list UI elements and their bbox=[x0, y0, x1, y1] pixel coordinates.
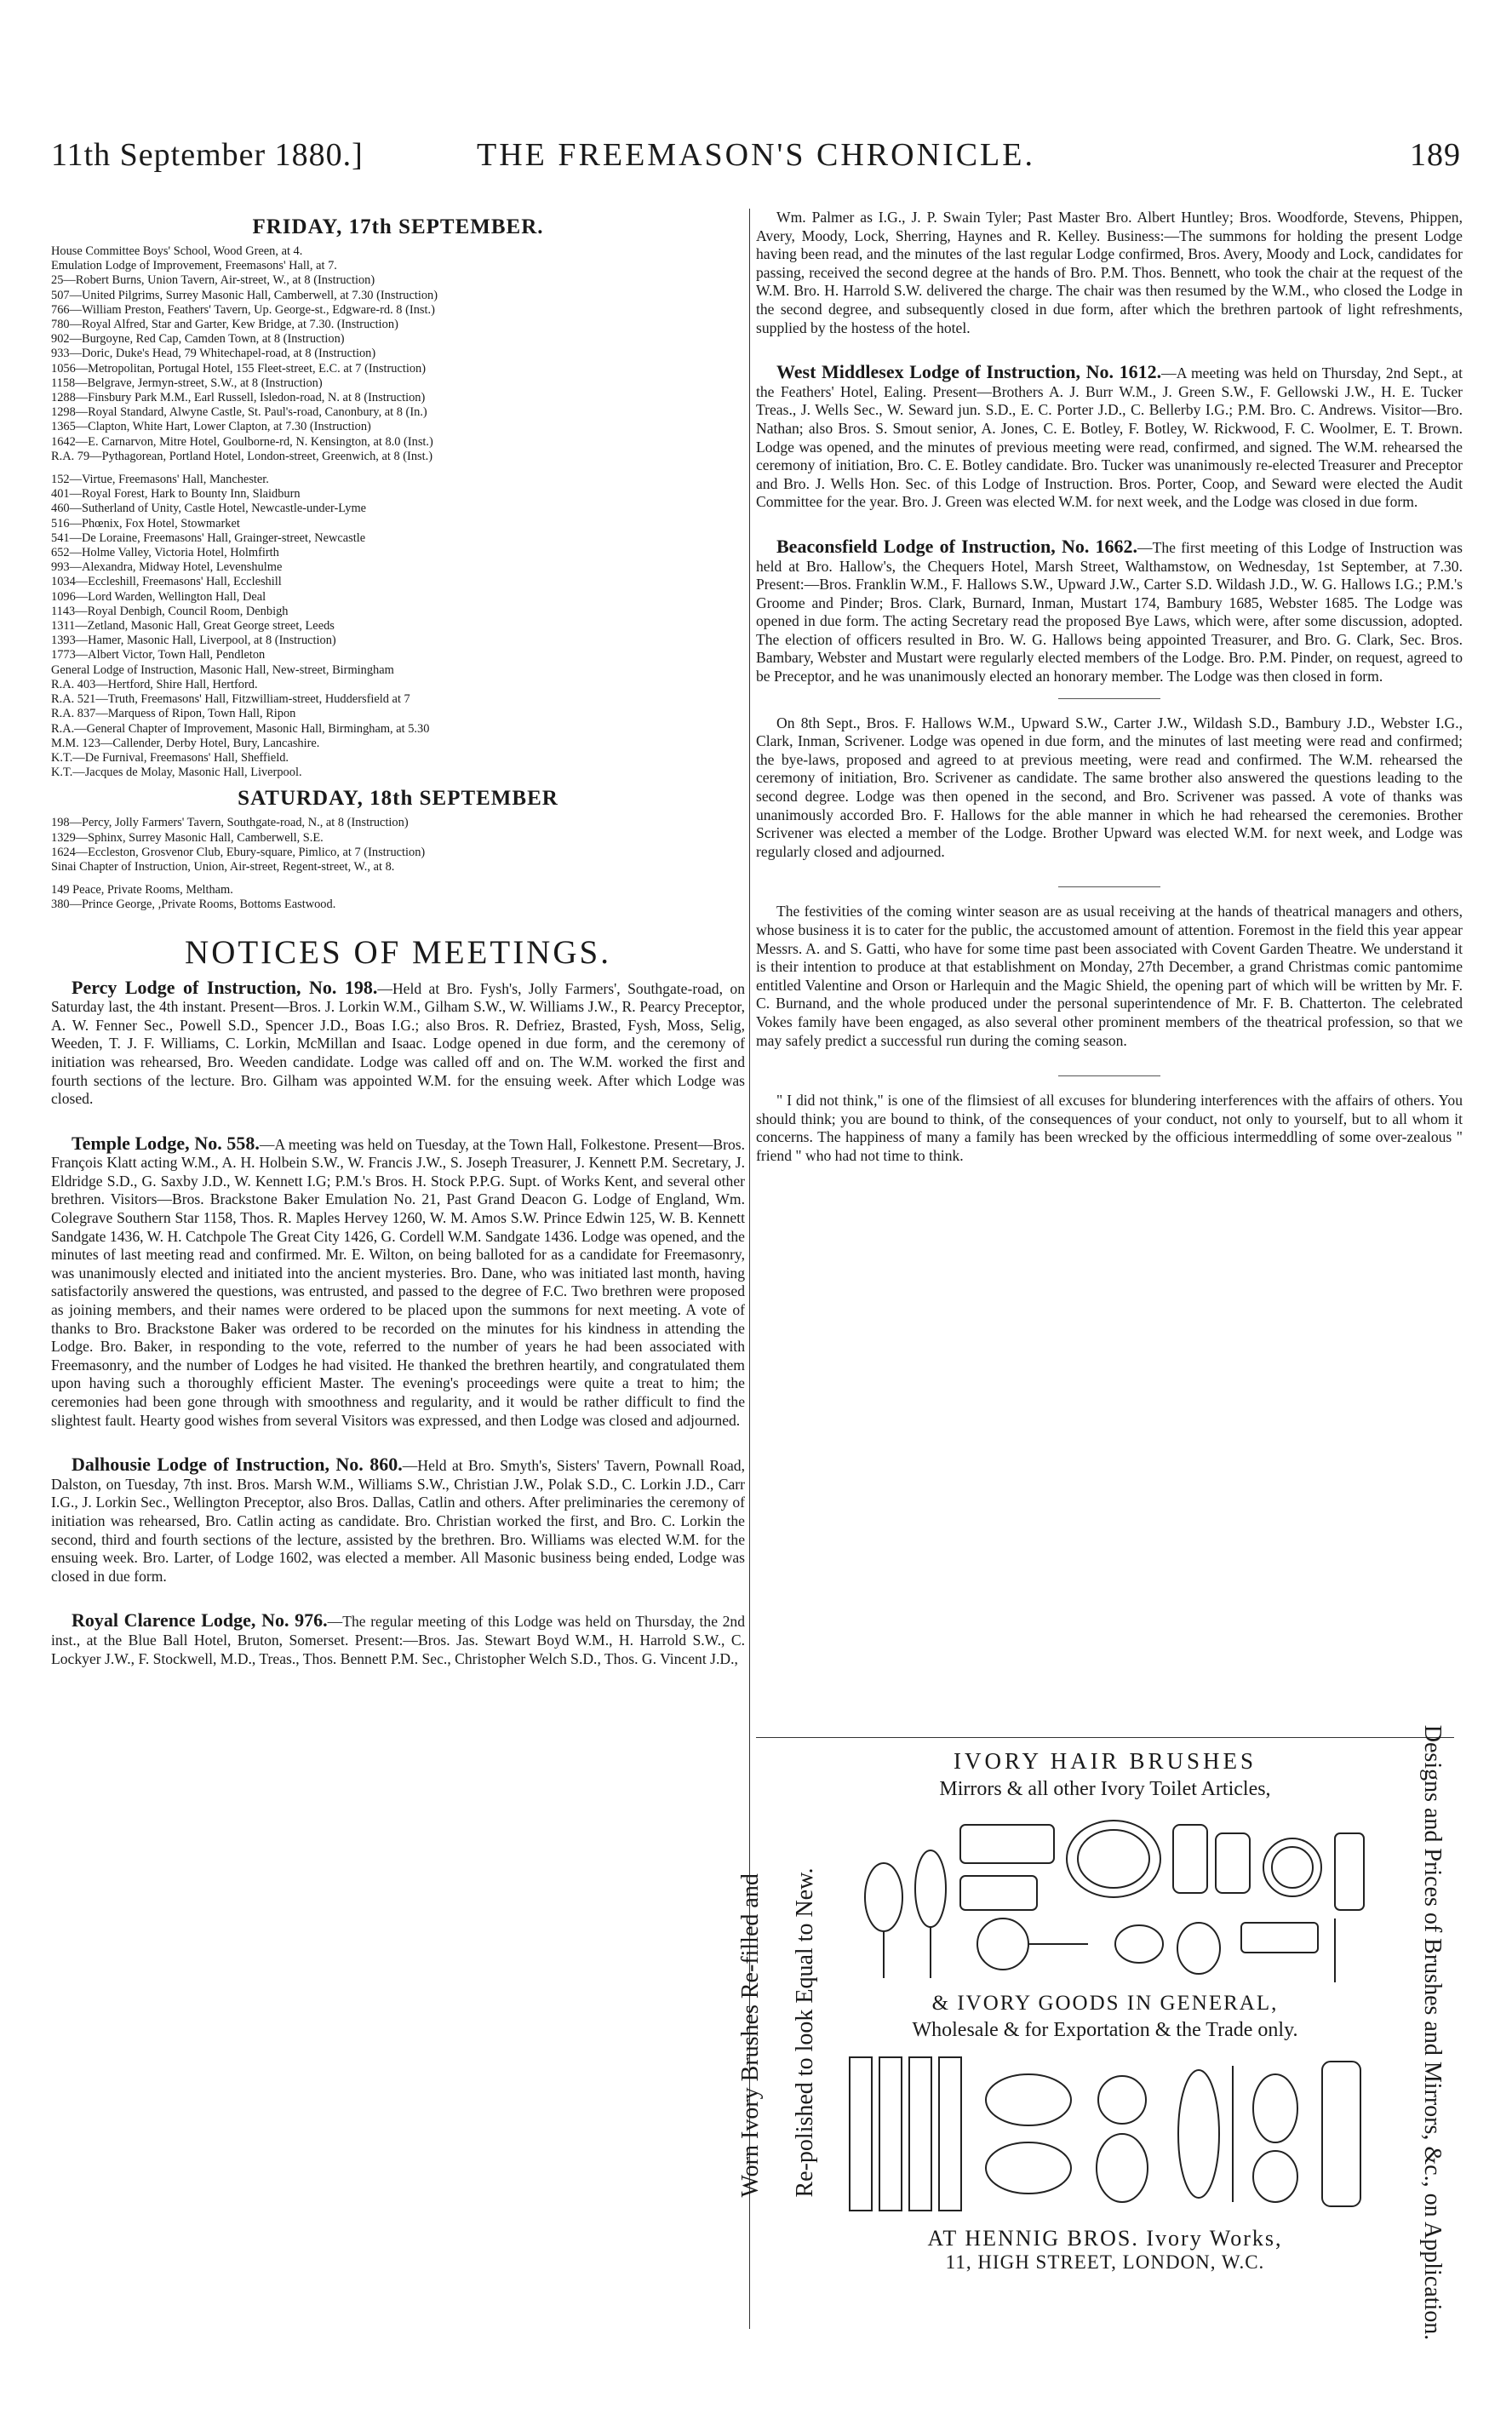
listing-entry: 1365—Clapton, White Hart, Lower Clapton, at 7.30 (Instruction) bbox=[51, 420, 371, 434]
listing-entry: 1143—Royal Denbigh, Council Room, Denbigh bbox=[51, 604, 289, 618]
section-rule bbox=[1058, 1075, 1160, 1076]
article-body: Wm. Palmer as I.G., J. P. Swain Tyler; Past Master Bro. Albert Huntley; Bros. Woodforde, Stevens, Phippen, Avery, Moody, Lock, Sherring, Haynes and R. Kelley. Business:—The summons for holding the present Lodge having been read, and the minutes of the last regular Lodge confirmed, Bros. Avery, Moody and Lock, candidates for passing, received the second degree at the hands of Bro. P.M. Thos. Bennett, who took the chair at the request of the W.M. Bro. H. Harrold S.W. delivered the charge. The chair was then resumed by the W.M., who closed the Lodge in the second degree, and subsequently closed in due form, after which the brethren partook of light refreshments, supplied by the hostess of the hotel. bbox=[756, 209, 1463, 336]
article-body: On 8th Sept., Bros. F. Hallows W.M., Upward S.W., Carter J.W., Wildash S.D., Bambury J.D., Webster I.G., Clark, Inman, Scrivener. Lodge was opened in due form, and the minutes of last meeting were read and confirmed; the bye-laws, proposed and agreed to at previous meeting, were read and confirmed. The W.M. rehearsed the ceremony of initiation, Bro. Scrivener as candidate. The same brother also answered the questions leading to the second degree. Lodge was then opened in the second, and Bro. Scrivener was passed. A vote of thanks was unanimously accorded Bro. F. Hallows for the able manner in which he had rehearsed the ceremonies. Brother Scrivener was elected a member of the Lodge. Brother Upward was elected W.M. for next week, and Lodge was regularly closed and adjourned. bbox=[756, 714, 1463, 860]
advert-left-line1: Worn Ivory Brushes Re-filled and bbox=[737, 1873, 764, 2198]
advert-maker-line: AT HENNIG BROS. Ivory Works, bbox=[927, 2226, 1283, 2251]
article-heading: Royal Clarence Lodge, No. 976. bbox=[72, 1609, 328, 1632]
listing-entry: 1642—E. Carnarvon, Mitre Hotel, Goulborne-rd, N. Kensington, at 8.0 (Inst.) bbox=[51, 434, 433, 449]
advert-right-side bbox=[1410, 1724, 1454, 2340]
article-heading: West Middlesex Lodge of Instruction, No. 1612. bbox=[776, 361, 1162, 383]
page-number: 189 bbox=[1410, 137, 1461, 173]
listing-entry: 766—William Preston, Feathers' Tavern, Up. George-st., Edgware-rd. 8 (Inst.) bbox=[51, 302, 435, 317]
listing-entry: 780—Royal Alfred, Star and Garter, Kew Bridge, at 7.30. (Instruction) bbox=[51, 318, 398, 332]
article bbox=[51, 1455, 745, 1586]
right-articles bbox=[756, 209, 1463, 1166]
listing-entry: R.A. 837—Marquess of Ripon, Town Hall, Ripon bbox=[51, 707, 296, 721]
article bbox=[51, 978, 745, 1109]
listing-entry: R.A. 79—Pythagorean, Portland Hotel, London-street, Greenwich, at 8 (Inst.) bbox=[51, 449, 433, 463]
article bbox=[51, 1134, 745, 1431]
article-body: —Held at Bro. Smyth's, Sisters' Tavern, Pownall Road, Dalston, on Tuesday, 7th inst. Bros. Marsh W.M., Williams S.W., Christian J.W., Polak S.D., C. Lorkin J.D., Carr I.G., J. Lorkin Sec., Wellington Preceptor, also Bros. Dallas, Catlin and others. After preliminaries the ceremony of initiation was rehearsed, Bro. Catlin acting as candidate. Bro. Christian worked the first, and Bro. C. Lorkin the second, third and fourth sections of the lecture, assisted by the brethren. Bro. Williams was elected W.M. for the ensuing week. Bro. Larter, of Lodge 1602, was elected a member. All Masonic business being ended, Lodge was closed in due form. bbox=[51, 1457, 745, 1585]
listing-entry: 1056—Metropolitan, Portugal Hotel, 155 Fleet-street, E.C. at 7 (Instruction) bbox=[51, 361, 427, 376]
listing-entry: 152—Virtue, Freemasons' Hall, Manchester. bbox=[51, 473, 269, 487]
brushes-illustration bbox=[833, 2049, 1377, 2219]
section-rule bbox=[1058, 886, 1160, 887]
listing-entry: 380—Prince George, ,Private Rooms, Bottoms Eastwood. bbox=[51, 898, 336, 912]
article-heading: Dalhousie Lodge of Instruction, No. 860. bbox=[72, 1454, 403, 1476]
advert-title: IVORY HAIR BRUSHES bbox=[953, 1748, 1257, 1774]
listing-entry: 1158—Belgrave, Jermyn-street, S.W., at 8 (Instruction) bbox=[51, 376, 323, 390]
article bbox=[756, 209, 1463, 337]
listing-entry: 401—Royal Forest, Hark to Bounty Inn, Slaidburn bbox=[51, 487, 301, 502]
listing-entry: 993—Alexandra, Midway Hotel, Levenshulme bbox=[51, 560, 283, 575]
notices-heading: NOTICES OF MEETINGS. bbox=[185, 933, 611, 971]
listing-entry: 460—Sutherland of Unity, Castle Hotel, Newcastle-under-Lyme bbox=[51, 502, 367, 516]
left-column bbox=[51, 209, 745, 2329]
listing-entry: R.A. 403—Hertford, Shire Hall, Hertford. bbox=[51, 677, 258, 691]
saturday-list-london bbox=[51, 816, 745, 875]
advert-subtitle: Mirrors & all other Ivory Toilet Articles, bbox=[939, 1778, 1271, 1800]
friday-list-provinces bbox=[51, 473, 745, 780]
toilet-articles-illustration bbox=[833, 1808, 1377, 1987]
article bbox=[756, 1092, 1463, 1165]
article-heading: Percy Lodge of Instruction, No. 198. bbox=[72, 976, 378, 998]
saturday-list-provinces bbox=[51, 883, 745, 912]
article bbox=[51, 1611, 745, 1668]
listing-entry: 25—Robert Burns, Union Tavern, Air-street, W., at 8 (Instruction) bbox=[51, 273, 375, 288]
article-body: —A meeting was held on Thursday, 2nd Sept., at the Feathers' Hotel, Ealing. Present—Brothers A. J. Burr W.M., J. Green S.W., F. Gellowski J.W., H. E. Tucker Treas., J. Wells Sec., W. Seward jun. S.D., E. C. Porter J.D., C. Bellerby I.G.; P.M. Bro. C. Andrews. Visitor—Bro. Nathan; also Bros. S. Smout senior, A. Jones, C. E. Botley, F. Botley, W. Rickwood, F. C. Woolmer, E. T. Brown. Lodge was opened, and the minutes of previous meeting were read, confirmed, and signed. The W.M. rehearsed the ceremony of initiation, Bro. C. E. Botley candidate. Bro. Tucker was unanimously re-elected Treasurer and Preceptor and Bro. J. Wells Hon. Sec. of this Lodge of Instruction. Bros. Porter, Coop, and Seward were elected the Audit Committee for the year. Bro. J. Green was elected W.M. for next week, and the Lodge was closed in due form. bbox=[756, 364, 1463, 511]
listing-entry: 198—Percy, Jolly Farmers' Tavern, Southgate-road, N., at 8 (Instruction) bbox=[51, 816, 409, 830]
listing-entry: 541—De Loraine, Freemasons' Hall, Grainger-street, Newcastle bbox=[51, 531, 366, 545]
listing-entry: General Lodge of Instruction, Masonic Hall, New-street, Birmingham bbox=[51, 662, 394, 677]
listing-entry: 1393—Hamer, Masonic Hall, Liverpool, at 8 (Instruction) bbox=[51, 634, 336, 648]
listing-entry: 1773—Albert Victor, Town Hall, Pendleton bbox=[51, 648, 266, 662]
listing-entry: 933—Doric, Duke's Head, 79 Whitechapel-road, at 8 (Instruction) bbox=[51, 347, 376, 361]
article-body: —A meeting was held on Tuesday, at the Town Hall, Folkestone. Present—Bros. François Klatt acting W.M., A. H. Holbein S.W., W. Francis J.W., S. Joseph Treasurer, J. Kennett P.M. Secretary, J. Eldridge S.D., G. Saxby J.D., W. Kennett I.G; P.M.'s Bros. H. Stock P.P.G. Supt. of Works Kent, and several other brethren. Visitors—Bros. Brackstone Baker Emulation No. 21, Past Grand Deacon G. Lodge of England, Wm. Colegrave Southern Star 1158, Thos. R. Maples Hervey 1260, W. M. Amos S.W. Prince Edwin 125, W. B. Kennett Sandgate 1436, W. H. Catchpole The Great City 1426, G. Cordell W.M. Sandgate 1436. Lodge was opened, and the minutes of last meeting read and confirmed. Mr. E. Wilton, on being balloted for as a candidate for Freemasonry, was unanimously elected and initiated into the ancient mysteries. Bro. Dane, who was initiated last month, having satisfactorily answered the questions, was entrusted, and passed to the degree of F.C. Two brethren were proposed as joining members, and their names were ordered to be placed upon the summons for next meeting. A vote of thanks to Bro. Brackstone Baker was ordered to be recorded on the minutes for his kindness in attending the Lodge. Bro. Baker, in responding to the vote, referred to the number of years he had been associated with Freemasonry, and the number of Lodges he had visited. He thanked the brethren heartily, and congratulated them upon having such a thoroughly efficient Master. The evening's proceedings were quite a treat to him; the ceremonies had been gone through with smoothness and regularity, and it would be rather difficult to find the slightest fault. Hearty good wishes from several Visitors was expressed, and then Lodge was closed and adjourned. bbox=[51, 1135, 745, 1429]
article bbox=[756, 363, 1463, 512]
listing-entry: 1298—Royal Standard, Alwyne Castle, St. Paul's-road, Canonbury, at 8 (In.) bbox=[51, 405, 427, 420]
advert-right-text: Designs and Prices of Brushes and Mirrors, &c., on Application. bbox=[1419, 1724, 1446, 2340]
listing-entry: R.A. 521—Truth, Freemasons' Hall, Fitzwilliam-street, Huddersfield at 7 bbox=[51, 692, 410, 707]
listing-entry: House Committee Boys' School, Wood Green, at 4. bbox=[51, 244, 303, 258]
listing-entry: 1288—Finsbury Park M.M., Earl Russell, Isledon-road, N. at 8 (Instruction) bbox=[51, 391, 426, 405]
listing-entry: 516—Phœnix, Fox Hotel, Stowmarket bbox=[51, 516, 240, 531]
article-heading: Beaconsfield Lodge of Instruction, No. 1662. bbox=[776, 535, 1138, 557]
advert-left-side bbox=[737, 1745, 818, 2320]
page-header bbox=[51, 136, 1461, 187]
article-body: —The first meeting of this Lodge of Instruction was held at Bro. Hallow's, the Chequers Hotel, Marsh Street, Walthamstow, on Wednesday, 1st September, at 7.30. Present:—Bros. Franklin W.M., F. Hallows S.W., Upward J.W., Carter S.D. Wildash J.D., W. G. Hallows I.G.; P.M.'s Groome and Pinder; Bros. Clark, Burnard, Inman, Mustart 174, Bambury 1685, Webster 1685. The Lodge was opened in due form. The acting Secretary read the proposed Bye Laws, which were, after some discussion, adopted. The election of officers resulted in Bro. W. G. Hallows being appointed Treasurer, and Bro. G. Clark, Sec. Bros. Bambary, Webster and Mustart were regularly elected members of the Lodge. Bro. P.M. Pinder, on request, agreed to be Preceptor, and he was unanimously elected an honorary member. The Lodge was then closed in form. bbox=[756, 538, 1463, 685]
ivory-brushes-advert bbox=[737, 1724, 1454, 2340]
section-rule bbox=[1058, 698, 1160, 699]
listing-entry: 652—Holme Valley, Victoria Hotel, Holmfirth bbox=[51, 546, 279, 560]
listing-entry: 149 Peace, Private Rooms, Meltham. bbox=[51, 883, 233, 898]
advert-address-line: 11, HIGH STREET, LONDON, W.C. bbox=[945, 2251, 1265, 2273]
article bbox=[756, 537, 1463, 686]
advert-wholesale-line: Wholesale & for Exportation & the Trade only. bbox=[912, 2019, 1298, 2041]
listing-entry: 1034—Eccleshill, Freemasons' Hall, Eccleshill bbox=[51, 575, 282, 589]
article-heading: Temple Lodge, No. 558. bbox=[72, 1132, 260, 1154]
listing-entry: 1624—Eccleston, Grosvenor Club, Ebury-square, Pimlico, at 7 (Instruction) bbox=[51, 845, 426, 859]
saturday-heading: SATURDAY, 18th SEPTEMBER bbox=[238, 787, 558, 811]
listing-entry: R.A.—General Chapter of Improvement, Masonic Hall, Birmingham, at 5.30 bbox=[51, 721, 430, 736]
listing-entry: 1329—Sphinx, Surrey Masonic Hall, Camberwell, S.E. bbox=[51, 830, 324, 845]
listing-entry: 1311—Zetland, Masonic Hall, Great George street, Leeds bbox=[51, 619, 335, 634]
listing-entry: K.T.—De Furnival, Freemasons' Hall, Sheffield. bbox=[51, 750, 289, 765]
article bbox=[756, 903, 1463, 1050]
left-articles bbox=[51, 978, 745, 1669]
article-body: —Held at Bro. Fysh's, Jolly Farmers', Southgate-road, on Saturday last, the 4th instant. Present—Bros. J. Lorkin W.M., Gilham S.W., W. Williams J.W., R. Pearcy Preceptor, A. W. Fenner Sec., Powell S.D., Spencer J.D., Boas I.G.; also Bros. R. Defriez, Brasted, Fysh, Moss, Selig, Weeden, T. J. F. Williams, C. Lorkin, McMillan and Isaac. Lodge opened in due form, and the ceremony of initiation was rehearsed, Bro. Weeden candidate. Lodge was called off and on. The W.M. worked the first and fourth sections of the lecture. Bro. Gilham was appointed W.M. for the ensuing week. After which Lodge was closed. bbox=[51, 979, 745, 1108]
listing-entry: Emulation Lodge of Improvement, Freemasons' Hall, at 7. bbox=[51, 259, 337, 273]
advert-center bbox=[807, 1738, 1403, 2326]
article bbox=[756, 714, 1463, 862]
listing-entry: M.M. 123—Callender, Derby Hotel, Bury, Lancashire. bbox=[51, 736, 320, 750]
article-body: —The regular meeting of this Lodge was held on Thursday, the 2nd inst., at the Blue Ball Hotel, Bruton, Somerset. Present:—Bros. Jas. Stewart Boyd W.M., H. Harrold S.W., C. Lockyer J.W., F. Stockwell, M.D., Treas., Thos. Bennett P.M. Sec., Christopher Welch S.D., Thos. G. Vincent J.D., bbox=[51, 1613, 745, 1667]
listing-entry: Sinai Chapter of Instruction, Union, Air-street, Regent-street, W., at 8. bbox=[51, 859, 395, 874]
listing-entry: 902—Burgoyne, Red Cap, Camden Town, at 8 (Instruction) bbox=[51, 332, 345, 347]
friday-list-london bbox=[51, 244, 745, 464]
article-body: The festivities of the coming winter season are as usual receiving at the hands of theatrical managers and others, whose business it is to cater for the public, the accustomed amount of attention. Foremost in the field this year appear Messrs. A. and S. Gatti, who have for some time past been associated with Covent Garden Theatre. We understand it is their intention to produce at that establishment on Monday, 27th December, a grand Christmas comic pantomime entitled Valentine and Orson or Harlequin and the Magic Shield, the opening part of which will be written by Mr. F. C. Burnand, and the whole produced under the personal superintendence of Mr. F. B. Chatterton. The celebrated Vokes family have been engaged, as also several other prominent members of the theatrical profession, so that we may safely predict a successful run during the coming season. bbox=[756, 903, 1463, 1049]
advert-left-line2: Re-polished to look Equal to New. bbox=[792, 1867, 818, 2198]
article-body: " I did not think," is one of the flimsiest of all excuses for blundering interferences with the affairs of others. You should think; you are bound to think, of the consequences of your conduct, not only to yourself, but to all whom it concerns. The happiness of many a family has been wrecked by the officious intermeddling of some over-zealous " friend " who had not time to think. bbox=[756, 1092, 1463, 1164]
advert-goods-line: & IVORY GOODS IN GENERAL, bbox=[931, 1992, 1279, 2015]
issue-date: 11th September 1880.] bbox=[51, 137, 364, 173]
friday-heading: FRIDAY, 17th SEPTEMBER. bbox=[252, 215, 544, 238]
listing-entry: 507—United Pilgrims, Surrey Masonic Hall, Camberwell, at 7.30 (Instruction) bbox=[51, 288, 438, 302]
listing-entry: K.T.—Jacques de Molay, Masonic Hall, Liverpool. bbox=[51, 766, 302, 780]
publication-title: THE FREEMASON'S CHRONICLE. bbox=[477, 137, 1035, 173]
listing-entry: 1096—Lord Warden, Wellington Hall, Deal bbox=[51, 589, 266, 604]
